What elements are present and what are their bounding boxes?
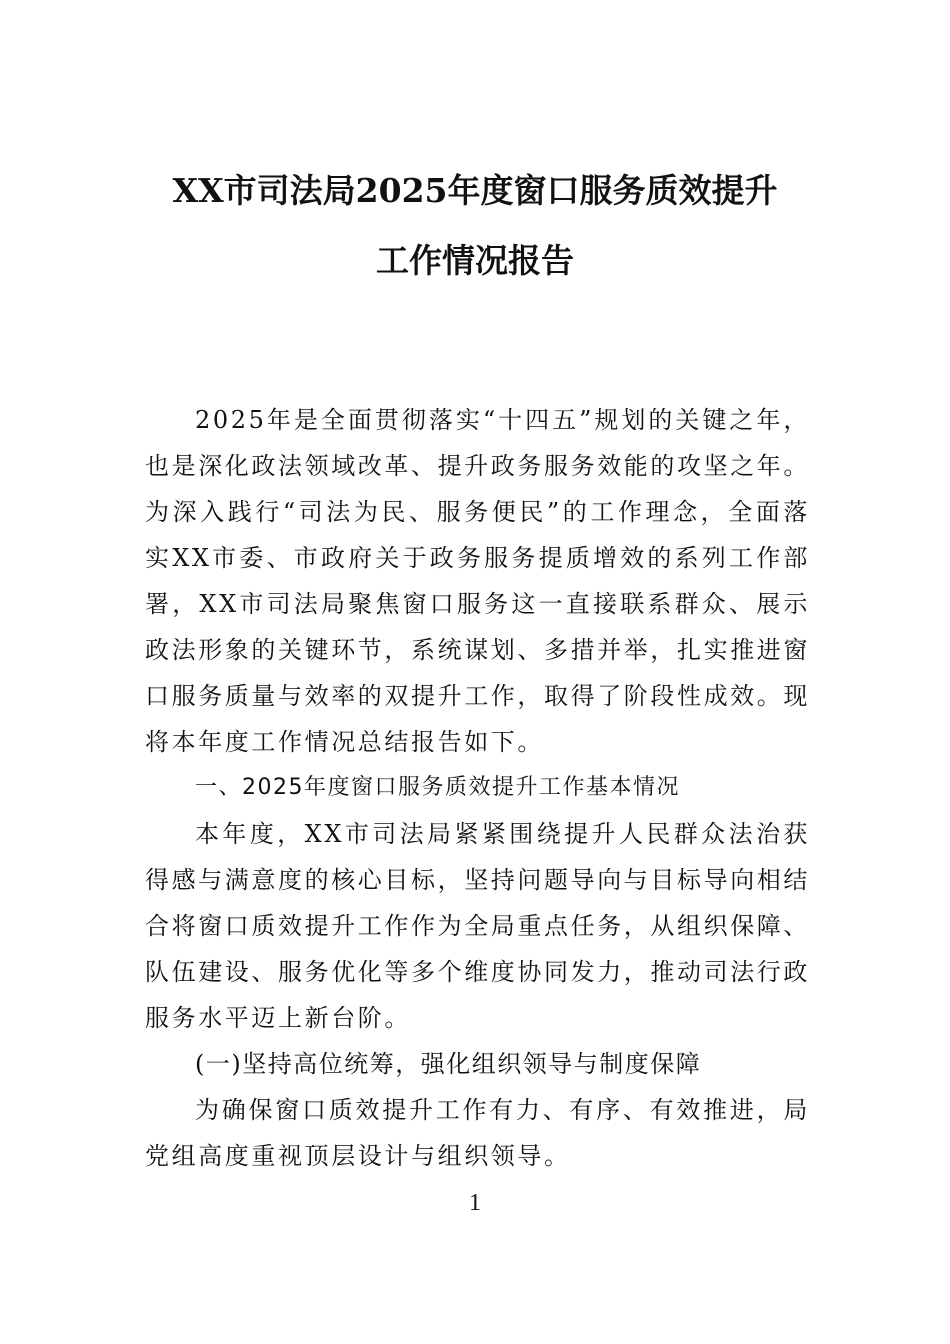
page-number: 1: [469, 1190, 481, 1216]
paragraph-subsection-1: 为确保窗口质效提升工作有力、有序、有效推进，局党组高度重视顶层设计与组织领导。: [145, 1096, 810, 1170]
subsection-heading-1: (一)坚持高位统筹，强化组织领导与制度保障: [195, 1050, 702, 1078]
document-title-line-1: XX市司法局2025年度窗口服务质效提升: [172, 171, 778, 210]
document-body: [145, 397, 810, 1179]
paragraph-intro: 2025年是全面贯彻落实“十四五”规划的关键之年，也是深化政法领域改革、提升政务服务效能的攻坚之年。为深入践行“司法为民、服务便民”的工作理念，全面落实XX市委、市政府关于政务服务提质增效的系列工作部署，XX市司法局聚焦窗口服务这一直接联系群众、展示政法形象的关键环节，系统谋划、多措并举，扎实推进窗口服务质量与效率的双提升工作，取得了阶段性成效。现将本年度工作情况总结报告如下。: [145, 406, 810, 756]
section-heading-1: 一、2025年度窗口服务质效提升工作基本情况: [195, 775, 680, 800]
paragraph-section-1: 本年度，XX市司法局紧紧围绕提升人民群众法治获得感与满意度的核心目标，坚持问题导向与目标导向相结合将窗口质效提升工作作为全局重点任务，从组织保障、队伍建设、服务优化等多个维度协同发力，推动司法行政服务水平迈上新台阶。: [145, 820, 810, 1032]
document-title-line-2: 工作情况报告: [376, 241, 574, 280]
